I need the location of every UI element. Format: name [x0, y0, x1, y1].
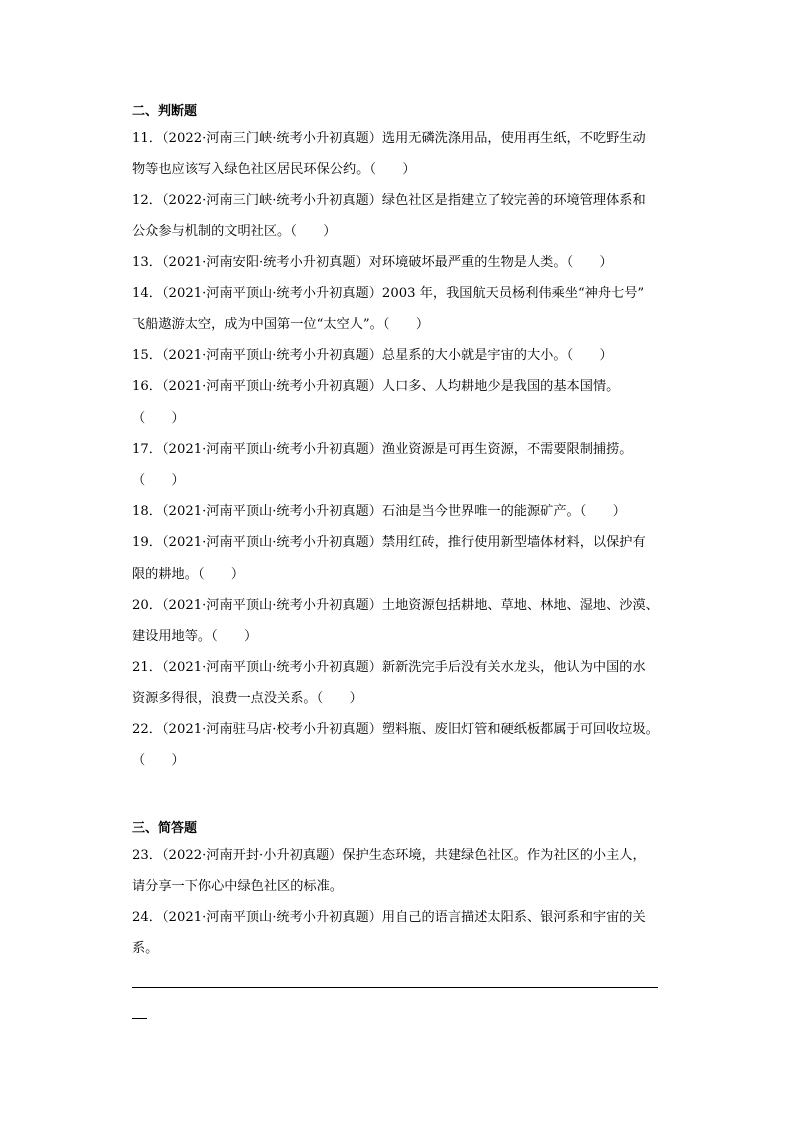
question-15-line-1: 15．（2021·河南平顶山·统考小升初真题）总星系的大小就是宇宙的大小。（ ）	[132, 348, 613, 363]
answer-line-continuation	[132, 1018, 147, 1019]
question-20-line-2: 建设用地等。（ ）	[132, 629, 258, 644]
question-11-line-1: 11．（2022·河南三门峡·统考小升初真题）选用无磷洗涤用品，使用再生纸，不吃野生动	[132, 131, 646, 146]
question-11-line-2: 物等也应该写入绿色社区居民环保公约。（ ）	[132, 162, 416, 177]
question-16-line-2: （ ）	[132, 411, 185, 426]
question-19-line-1: 19．（2021·河南平顶山·统考小升初真题）禁用红砖，推行使用新型墙体材料，以保护有	[132, 535, 646, 550]
question-22-line-1: 22．（2021·河南驻马店·校考小升初真题）塑料瓶、废旧灯管和硬纸板都属于可回收垃圾。	[132, 722, 659, 737]
question-14-line-1: 14．（2021·河南平顶山·统考小升初真题）2003 年，我国航天员杨利伟乘坐“神舟七号”	[132, 286, 645, 301]
question-21-line-2: 资源多得很，浪费一点没关系。（ ）	[132, 691, 363, 706]
question-13-line-1: 13．（2021·河南安阳·统考小升初真题）对环境破坏最严重的生物是人类。（ ）	[132, 255, 613, 270]
question-24-line-1: 24．（2021·河南平顶山·统考小升初真题）用自己的语言描述太阳系、银河系和宇宙的关	[132, 910, 646, 925]
question-24-line-2: 系。	[132, 941, 159, 956]
question-23-line-2: 请分享一下你心中绿色社区的标准。	[132, 879, 343, 894]
question-22-line-2: （ ）	[132, 753, 185, 768]
question-23-line-1: 23．（2022·河南开封·小升初真题）保护生态环境，共建绿色社区。作为社区的小主人，	[132, 848, 646, 863]
question-17-line-1: 17．（2021·河南平顶山·统考小升初真题）渔业资源是可再生资源，不需要限制捕捞。	[132, 442, 633, 457]
question-16-line-1: 16．（2021·河南平顶山·统考小升初真题）人口多、人均耕地少是我国的基本国情。	[132, 379, 620, 394]
answer-line	[132, 987, 658, 988]
question-18-line-1: 18．（2021·河南平顶山·统考小升初真题）石油是当今世界唯一的能源矿产。（ ）	[132, 504, 626, 519]
question-19-line-2: 限的耕地。（ ）	[132, 567, 245, 582]
question-20-line-1: 20．（2021·河南平顶山·统考小升初真题）土地资源包括耕地、草地、林地、湿地、沙漠、	[132, 598, 659, 613]
question-12-line-1: 12．（2022·河南三门峡·统考小升初真题）绿色社区是指建立了较完善的环境管理体系和	[132, 193, 646, 208]
section-title-judgement: 二、判断题	[132, 104, 198, 119]
question-14-line-2: 飞船遨游太空，成为中国第一位“太空人”。（ ）	[132, 317, 430, 332]
question-21-line-1: 21．（2021·河南平顶山·统考小升初真题）新新洗完手后没有关水龙头，他认为中国的水	[132, 660, 646, 675]
section-title-short-answer: 三、简答题	[132, 821, 198, 836]
question-12-line-2: 公众参与机制的文明社区。（ ）	[132, 224, 337, 239]
question-17-line-2: （ ）	[132, 473, 185, 488]
